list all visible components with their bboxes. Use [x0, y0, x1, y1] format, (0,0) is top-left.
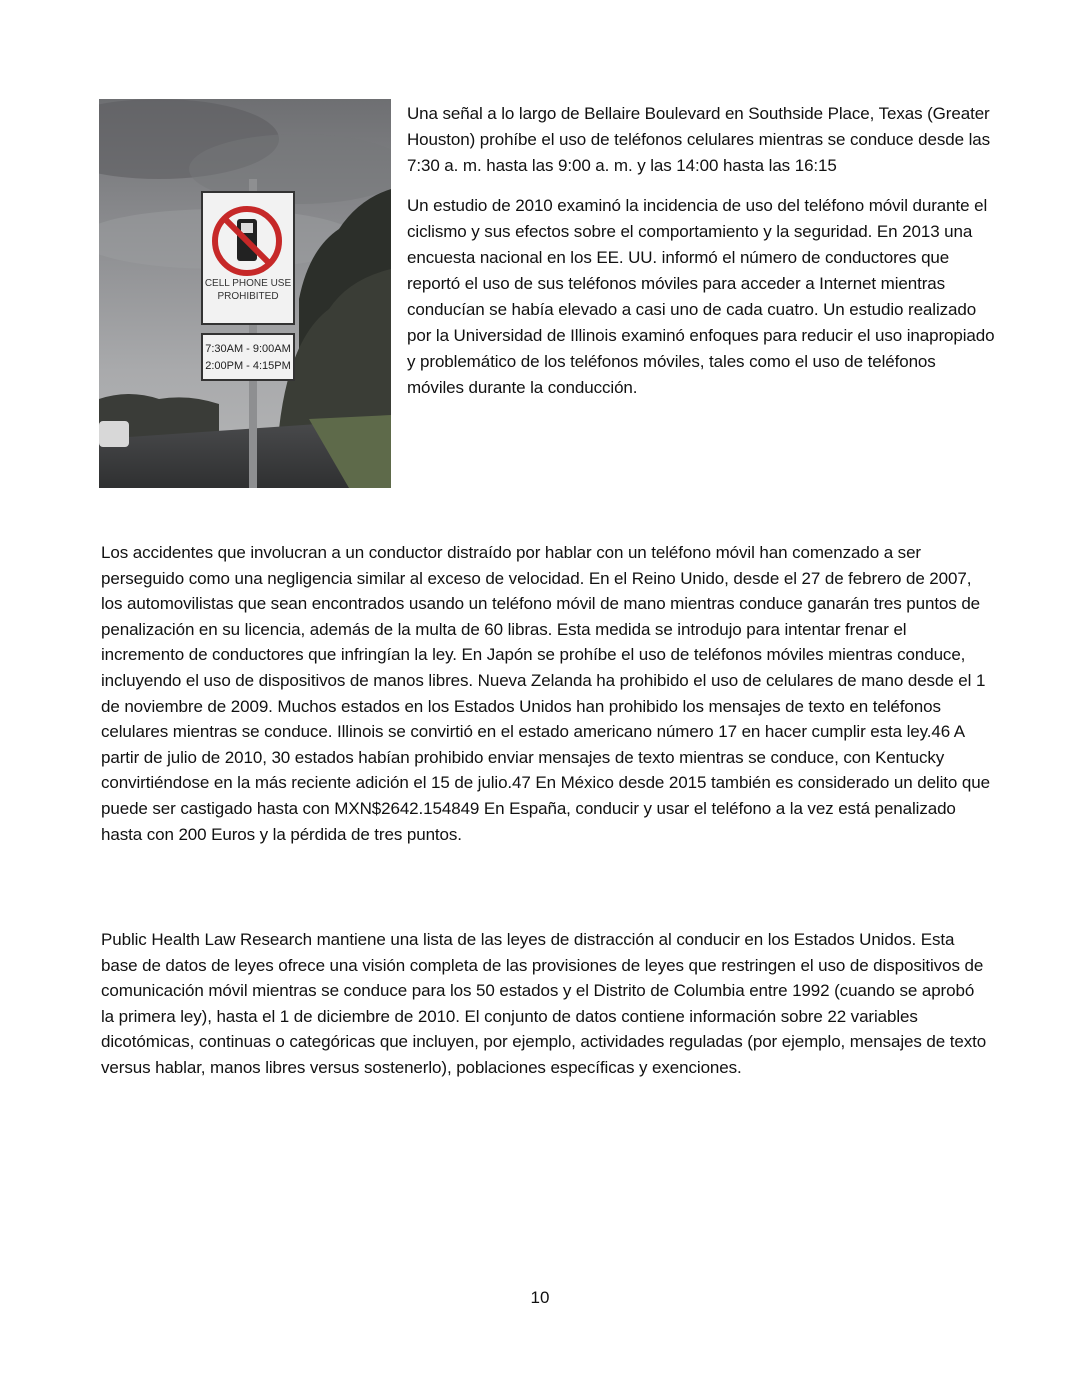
caption-paragraph-1: Una señal a lo largo de Bellaire Boulevard en Southside Place, Texas (Greater Houston) prohíbe el uso de teléfonos celulares mientras se conduce desde las 7:30 a. m. hasta las 9:00 a. m. y las 14:00 hasta las 16:15	[407, 104, 991, 175]
body-paragraph-1: Los accidentes que involucran a un conductor distraído por hablar con un teléfono móvil han comenzado a ser perseguido como una negligencia similar al exceso de velocidad. En el Reino Unido, desde el 27 de febrero de 2007, los automovilistas que sean encontrados usando un teléfono móvil de mano mientras conduce ganarán tres puntos de penalización en su licencia, además de la multa de 60 libras. Esta medida se introdujo para intentar frenar el incremento de conductores que infringían la ley. En Japón se prohíbe el uso de teléfonos móviles mientras conduce, incluyendo el uso de dispositivos de manos libres. Nueva Zelanda ha prohibido el uso de celulares de mano desde el 1 de noviembre de 2009. Muchos estados en los Estados Unidos han prohibido los mensajes de texto en teléfonos celulares mientras se conduce. Illinois se convirtió en el estado americano número 17 en hacer cumplir esta ley.46 A partir de julio de 2010, 30 estados habían prohibido enviar mensajes de texto mientras se conduce, con Kentucky convirtiéndose en la más reciente adición el 15 de julio.47 En México desde 2015 también es considerado un delito que puede ser castigado hasta con MXN$2642.154849 En España, conducir y usar el teléfono a la vez está penalizado hasta con 200 Euros y la pérdida de tres puntos.	[101, 543, 990, 844]
caption-paragraph-2: Un estudio de 2010 examinó la incidencia de uso del teléfono móvil durante el ciclismo y sus efectos sobre el comportamiento y la seguridad. En 2013 una encuesta nacional en los EE. UU. informó el número de conductores que reportó el uso de sus teléfonos móviles para acceder a Internet mientras conducían se había elevado a casi uno de cada cuatro. Un estudio realizado por la Universidad de Illinois examinó enfoques para reducir el uso inapropiado y problemático de los teléfonos móviles, tales como el uso de teléfonos móviles durante la conducción.	[407, 196, 995, 397]
sign-time-2: 2:00PM - 4:15PM	[205, 360, 291, 372]
sign-text-1: CELL PHONE USE	[204, 278, 292, 289]
sign-text-2: PROHIBITED	[217, 291, 279, 302]
street-sign-photo	[99, 99, 391, 488]
sign-time-1: 7:30AM - 9:00AM	[205, 343, 291, 355]
body-paragraph-2: Public Health Law Research mantiene una lista de las leyes de distracción al conducir en los Estados Unidos. Esta base de datos de leyes ofrece una visión completa de las provisiones de leyes que restringen el uso de dispositivos de comunicación móvil mientras se conduce para los 50 estados y el Distrito de Columbia entre 1992 (cuando se aprobó la primera ley), hasta el 1 de diciembre de 2010. El conjunto de datos contiene información sobre 22 variables dicotómicas, continuas o categóricas que incluyen, por ejemplo, actividades reguladas (por ejemplo, mensajes de texto versus hablar, manos libres versus sostenerlo), poblaciones específicas y exenciones.	[101, 930, 987, 1077]
figure-caption	[407, 101, 997, 415]
page-number: 10	[530, 1288, 550, 1307]
